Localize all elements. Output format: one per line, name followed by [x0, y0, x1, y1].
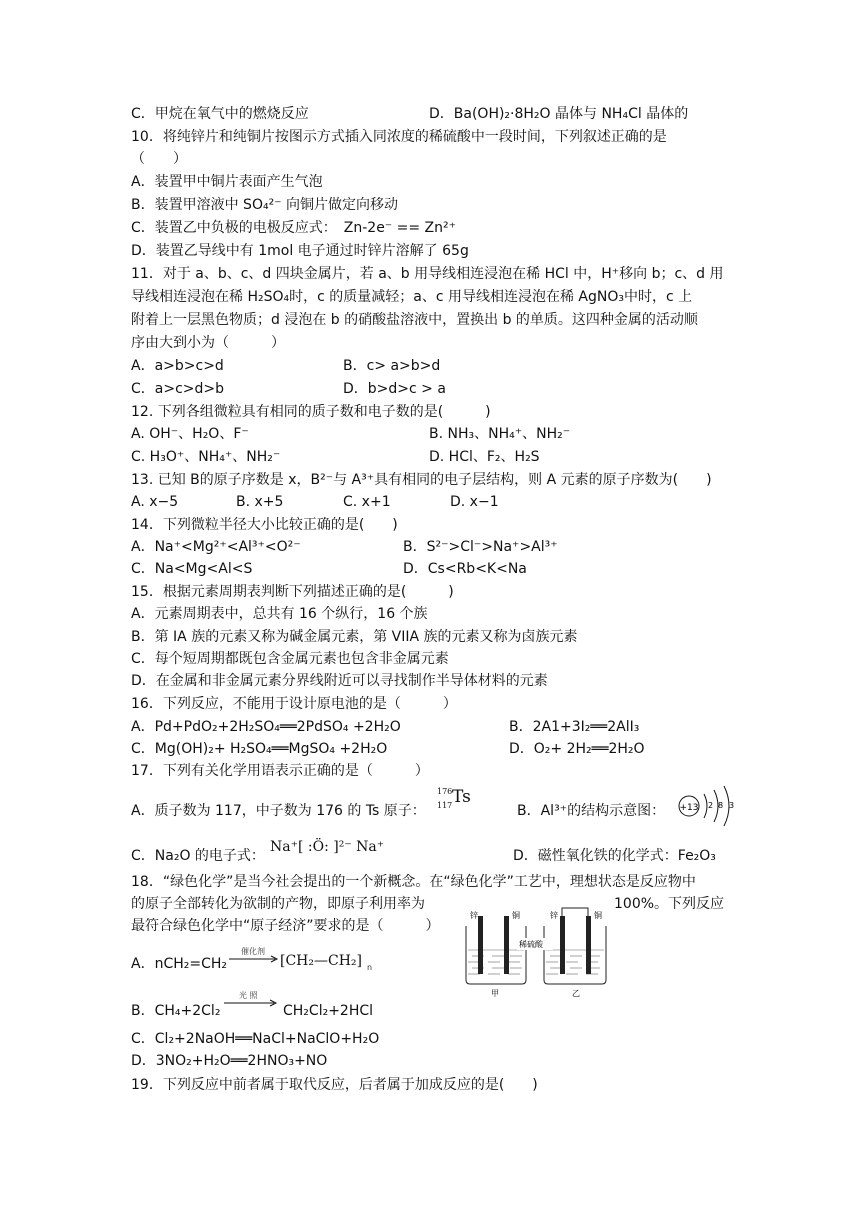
- q18-stem-2b: 100%。下列反应: [614, 896, 725, 912]
- light-label: 光 照: [239, 991, 258, 1000]
- light-arrow: [224, 993, 278, 1015]
- q13-option-d: D. x−1: [450, 494, 499, 510]
- al-shell-1: 2: [708, 801, 714, 810]
- q18-option-a: A．nCH₂=CH₂: [131, 956, 228, 972]
- q11-option-b: B．c> a>b>d: [343, 358, 441, 374]
- q9-option-d: D．Ba(OH)₂·8H₂O 晶体与 NH₄Cl 晶体的: [429, 106, 689, 122]
- q14-option-b: B．S²⁻>Cl⁻>Na⁺>Al³⁺: [403, 539, 558, 555]
- q10-bracket: （ ）: [131, 151, 187, 167]
- q14-option-a: A．Na⁺<Mg²⁺<Al³⁺<O²⁻: [131, 539, 301, 555]
- q16-option-a: A．Pd+PdO₂+2H₂SO₄══2PdSO₄ +2H₂O: [131, 719, 401, 735]
- label-dilute-h2so4: 稀硫酸: [519, 940, 543, 949]
- na2o-electron-formula: Na⁺[ :Ö: ]²⁻ Na⁺: [270, 839, 385, 855]
- q13-stem: 13. 已知 B的原子序数是 x，B²⁻与 A³⁺具有相同的电子层结构，则 A 元素的原子序数为( ): [131, 472, 712, 488]
- q11-stem-3: 附着上一层黑色物质；d 浸泡在 b 的硝酸盐溶液中，置换出 b 的单质。这四种金属的活动顺: [131, 312, 698, 328]
- q13-option-b: B. x+5: [236, 494, 284, 510]
- q12-stem: 12. 下列各组微粒具有相同的质子数和电子数的是( ): [131, 404, 491, 420]
- q17-option-a: A．质子数为 117，中子数为 176 的 Ts 原子：: [131, 803, 426, 819]
- label-cu-yi: 铜: [594, 911, 602, 920]
- q12-option-a: A. OH⁻、H₂O、F⁻: [131, 426, 249, 442]
- q15-option-b: B．第 IA 族的元素又称为碱金属元素，第 VIIA 族的元素又称为卤族元素: [131, 629, 578, 645]
- al-nucleus-label: +13: [679, 803, 699, 813]
- q11-stem-4: 序由大到小为（ ）: [131, 335, 285, 351]
- al-shell-2: 8: [718, 801, 724, 810]
- q18-option-b: B．CH₄+2Cl₂: [131, 1003, 221, 1019]
- label-zn-jia: 锌: [470, 911, 478, 920]
- label-zn-yi: 锌: [550, 911, 558, 920]
- q17-stem: 17．下列有关化学用语表示正确的是（ ）: [131, 763, 429, 779]
- q11-option-d: D．b>d>c > a: [343, 381, 446, 397]
- label-jia: 甲: [491, 989, 499, 998]
- al-shell-3: 3: [729, 801, 735, 810]
- q12-option-d: D. HCl、F₂、H₂S: [429, 449, 540, 465]
- q18-option-d: D．3NO₂+H₂O══2HNO₃+NO: [131, 1053, 328, 1069]
- q15-option-d: D．在金属和非金属元素分界线附近可以寻找制作半导体材料的元素: [131, 673, 548, 689]
- q18-option-b-products: CH₂Cl₂+2HCl: [283, 1003, 374, 1019]
- ts-mass-number: 176: [437, 787, 453, 796]
- q18-stem-3: 最符合绿色化学中“原子经济”要求的是（ ）: [131, 918, 440, 934]
- q9-option-c: C．甲烷在氧气中的燃烧反应: [131, 106, 309, 122]
- q18-stem-1: 18．“绿色化学”是当今社会提出的一个新概念。在“绿色化学”工艺中，理想状态是反应物中: [131, 874, 696, 890]
- q16-option-d: D．O₂+ 2H₂══2H₂O: [509, 741, 645, 757]
- q11-option-a: A．a>b>c>d: [131, 358, 224, 374]
- q15-option-a: A．元素周期表中，总共有 16 个纵行，16 个族: [131, 606, 428, 622]
- q12-option-c: C. H₃O⁺、NH₄⁺、NH₂⁻: [131, 449, 281, 465]
- q17-option-c: C．Na₂O 的电子式：: [131, 848, 265, 864]
- q14-stem: 14．下列微粒半径大小比较正确的是( ): [131, 517, 398, 533]
- q14-option-c: C．Na<Mg<Al<S: [131, 561, 253, 577]
- q14-option-d: D．Cs<Rb<K<Na: [403, 561, 527, 577]
- polymer-subscript-n: n: [367, 963, 373, 972]
- q18-stem-2: 的原子全部转化为欲制的产物，即原子利用率为: [131, 896, 425, 912]
- q12-option-b: B. NH₃、NH₄⁺、NH₂⁻: [429, 426, 571, 442]
- q19-stem: 19．下列反应中前者属于取代反应，后者属于加成反应的是( ): [131, 1077, 538, 1093]
- q17-option-b: B．Al³⁺的结构示意图：: [517, 803, 666, 819]
- q18-option-c: C．Cl₂+2NaOH══NaCl+NaClO+H₂O: [131, 1031, 380, 1047]
- ts-atomic-number: 117: [437, 801, 453, 810]
- q10-option-b: B．装置甲溶液中 SO₄²⁻ 向铜片做定向移动: [131, 197, 399, 213]
- q11-stem-2: 导线相连浸泡在稀 H₂SO₄时，c 的质量减轻；a、c 用导线相连浸泡在稀 AgNO₃中时，c 上: [131, 289, 693, 305]
- q16-option-b: B．2A1+3I₂══2AlI₃: [509, 719, 640, 735]
- q11-stem-1: 11．对于 a、b、c、d 四块金属片，若 a、b 用导线相连浸泡在稀 HCl 中，H⁺移向 b；c、d 用: [131, 266, 724, 282]
- q10-option-d: D．装置乙导线中有 1mol 电子通过时锌片溶解了 65g: [131, 243, 469, 259]
- q15-option-c: C．每个短周期都既包含金属元素也包含非金属元素: [131, 651, 449, 667]
- al3-structure-diagram: [676, 784, 744, 828]
- q13-option-a: A. x−5: [131, 494, 179, 510]
- q17-option-d: D．磁性氧化铁的化学式：Fe₂O₃: [513, 848, 716, 864]
- label-yi: 乙: [572, 989, 580, 998]
- q10-option-a: A．装置甲中铜片表面产生气泡: [131, 174, 323, 190]
- q16-stem: 16．下列反应，不能用于设计原电池的是（ ）: [131, 696, 457, 712]
- q10-stem: 10．将纯锌片和纯铜片按图示方式插入同浓度的稀硫酸中一段时间，下列叙述正确的是: [131, 129, 667, 145]
- q11-option-c: C．a>c>d>b: [131, 381, 225, 397]
- cell-apparatus-diagram: [462, 906, 612, 998]
- catalyst-arrow: [229, 949, 279, 971]
- ts-nuclide-notation: [437, 787, 477, 819]
- q10-option-c: C．装置乙中负极的电极反应式： Zn-2e⁻ == Zn²⁺: [131, 220, 457, 236]
- q13-option-c: C. x+1: [343, 494, 391, 510]
- q16-option-c: C．Mg(OH)₂+ H₂SO₄══MgSO₄ +2H₂O: [131, 741, 388, 757]
- ts-symbol: Ts: [452, 787, 471, 807]
- catalyst-label: 催化剂: [241, 947, 265, 956]
- polyethylene-formula: [CH₂—CH₂]: [280, 953, 362, 969]
- label-cu-jia: 铜: [512, 911, 520, 920]
- q15-stem: 15．根据元素周期表判断下列描述正确的是( ): [131, 584, 454, 600]
